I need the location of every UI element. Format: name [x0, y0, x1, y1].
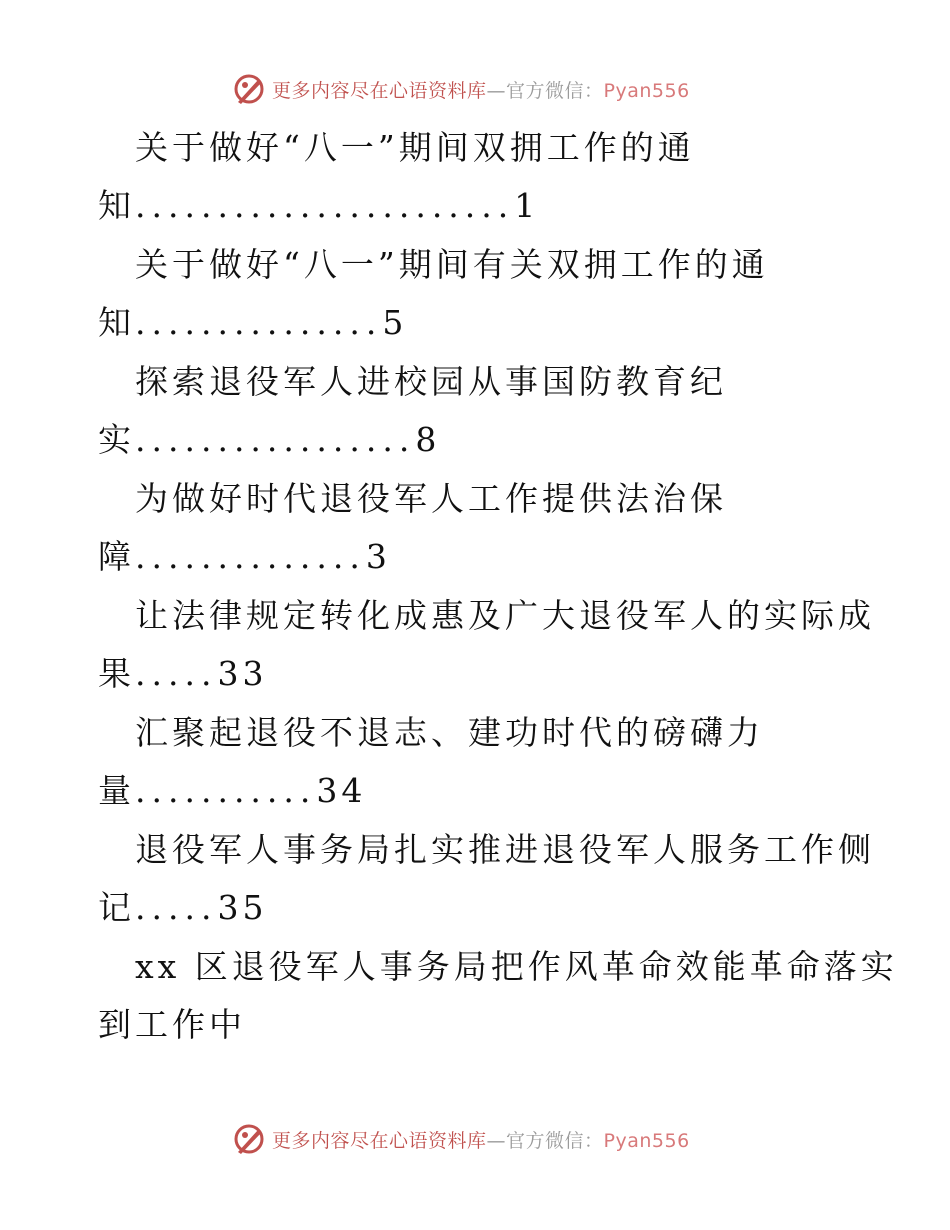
toc-entry-title: 让法律规定转化成惠及广大退役军人的实际成 — [135, 596, 875, 635]
toc-entry-title: 退役军人事务局扎实推进退役军人服务工作侧 — [135, 830, 875, 869]
toc-entry-title: xx 区退役军人事务局把作风革命效能革命落实 — [135, 947, 898, 986]
toc-entry-title: 为做好时代退役军人工作提供法治保 — [135, 479, 727, 518]
toc-entry-title: 关于做好“八一”期间双拥工作的通 — [135, 128, 695, 167]
watermark-text: 更多内容尽在心语资料库—官方微信：Pyan556 — [272, 79, 690, 102]
toc-entry-leader: 知...............5 — [98, 303, 408, 342]
header-watermark — [232, 72, 712, 106]
toc-entry-leader: 实.................8 — [98, 420, 441, 459]
toc-entry-leader: 果.....33 — [98, 654, 268, 693]
toc-entry-leader: 到工作中 — [98, 1005, 246, 1044]
pen-logo-icon — [232, 1122, 266, 1156]
toc-entry-title: 探索退役军人进校园从事国防教育纪 — [135, 362, 727, 401]
toc-entry-title: 汇聚起退役不退志、建功时代的磅礴力 — [135, 713, 764, 752]
watermark-text: 更多内容尽在心语资料库—官方微信：Pyan556 — [272, 1129, 690, 1152]
toc-entry-leader: 障..............3 — [98, 537, 391, 576]
toc-entry-leader: 量...........34 — [98, 771, 367, 810]
toc-entry-title: 关于做好“八一”期间有关双拥工作的通 — [135, 245, 769, 284]
toc-entry-leader: 记.....35 — [98, 888, 268, 927]
footer-watermark — [232, 1122, 712, 1156]
toc-entry-leader: 知.......................1 — [98, 186, 540, 225]
pen-logo-icon — [232, 72, 266, 106]
